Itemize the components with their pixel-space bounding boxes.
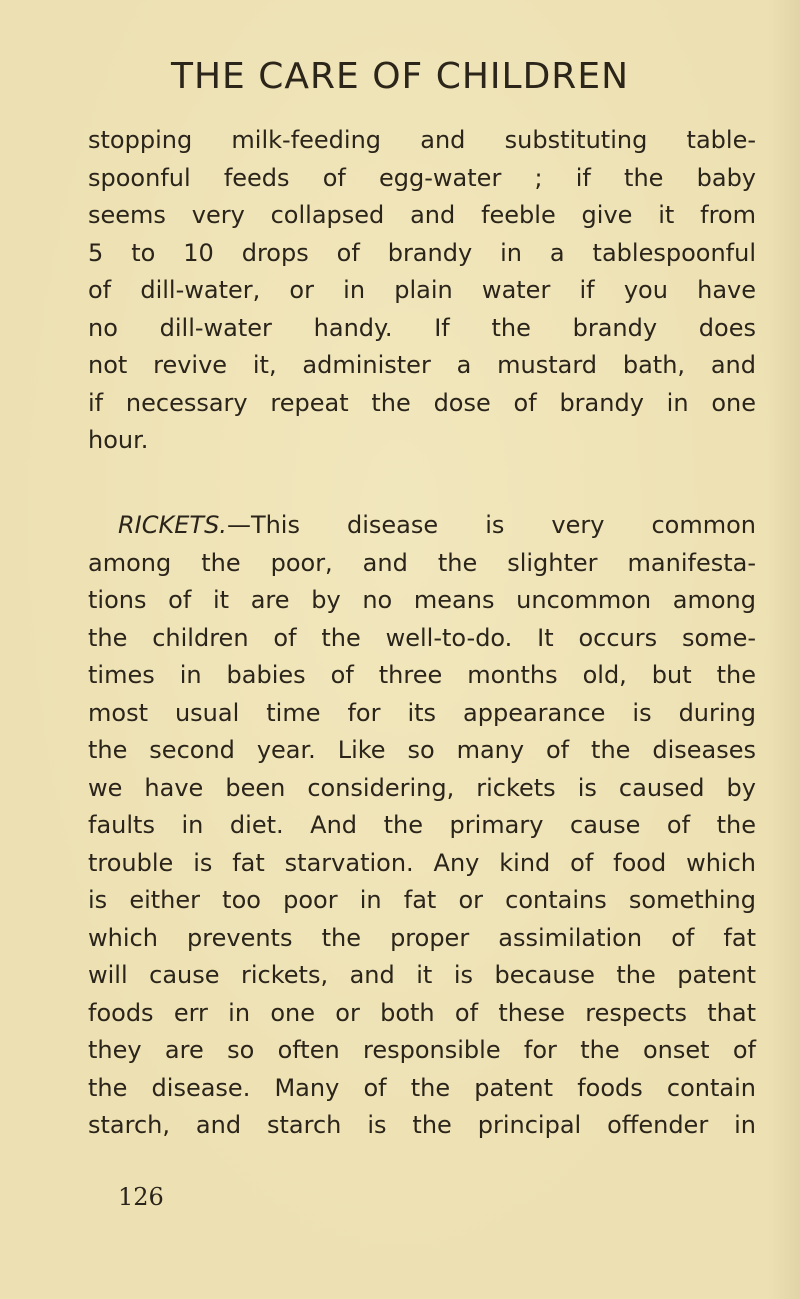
text-line: no dill-water handy. If the brandy does bbox=[88, 313, 756, 342]
text-line: seems very collapsed and feeble give it from bbox=[88, 201, 756, 229]
running-head: THE CARE OF CHILDREN bbox=[171, 56, 629, 97]
text-line-with-heading bbox=[88, 507, 756, 545]
text-line: the second year. Like so many of the diseases bbox=[88, 736, 756, 764]
text-line: spoonful feeds of egg-water ; if the baby bbox=[88, 163, 756, 192]
text-line: if necessary repeat the dose of brandy in one bbox=[88, 388, 756, 417]
text-line: the children of the well-to-do. It occurs some- bbox=[88, 623, 756, 652]
text-line: not revive it, administer a mustard bath, and bbox=[88, 351, 756, 379]
text-line: they are so often responsible for the onset of bbox=[88, 1036, 756, 1064]
text-line: starch, and starch is the principal offender in bbox=[88, 1111, 756, 1139]
text-line: foods err in one or both of these respects that bbox=[88, 998, 756, 1027]
text-line: which prevents the proper assimilation of fat bbox=[88, 923, 756, 952]
text-line: will cause rickets, and it is because the patent bbox=[88, 961, 756, 989]
text-line: faults in diet. And the primary cause of the bbox=[88, 811, 756, 839]
page-number: 126 bbox=[118, 1183, 164, 1211]
text-line: the disease. Many of the patent foods contain bbox=[88, 1073, 756, 1102]
text-line: of dill-water, or in plain water if you have bbox=[88, 276, 756, 304]
text-line: trouble is fat starvation. Any kind of food which bbox=[88, 848, 756, 877]
text-line: among the poor, and the slighter manifesta- bbox=[88, 548, 756, 577]
text-line: stopping milk-feeding and substituting table- bbox=[88, 126, 756, 154]
text-run: —This disease is very common bbox=[226, 511, 756, 539]
text-line: times in babies of three months old, but the bbox=[88, 661, 756, 689]
paragraph-rickets bbox=[88, 507, 756, 1145]
text-line: we have been considering, rickets is caused by bbox=[88, 773, 756, 802]
text-line: most usual time for its appearance is during bbox=[88, 698, 756, 727]
text-line: tions of it are by no means uncommon among bbox=[88, 586, 756, 614]
text-line: is either too poor in fat or contains something bbox=[88, 886, 756, 914]
section-heading-rickets: RICKETS. bbox=[118, 511, 227, 539]
text-line: hour. bbox=[88, 426, 149, 454]
text-line: 5 to 10 drops of brandy in a tablespoonful bbox=[88, 238, 756, 267]
paragraph-brandy-treatment bbox=[88, 122, 756, 460]
